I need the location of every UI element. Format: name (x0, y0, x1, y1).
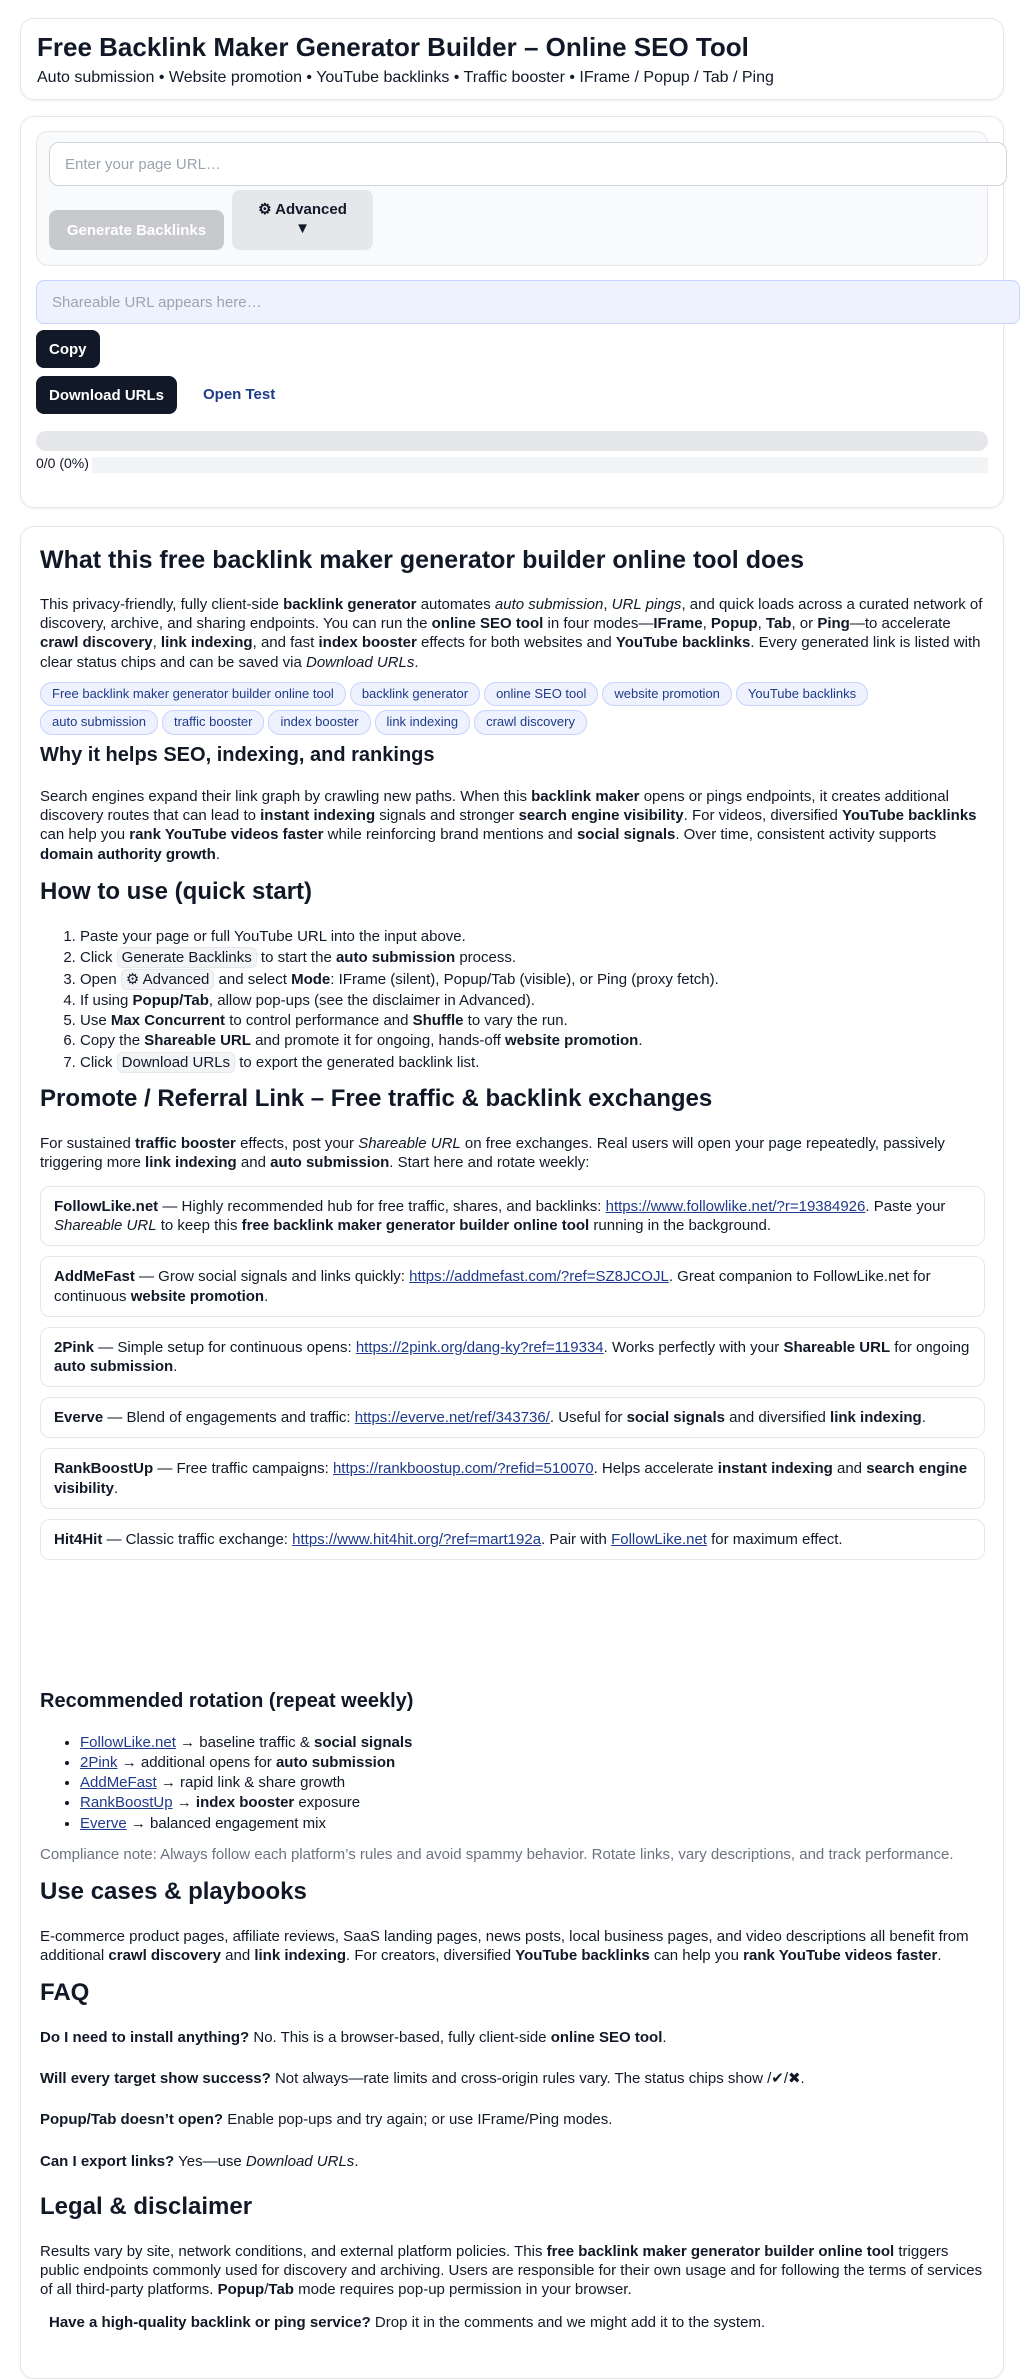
promote-heading: Promote / Referral Link – Free traffic & backlink exchanges (40, 1084, 713, 1112)
generate-backlinks-button[interactable]: Generate Backlinks (49, 210, 224, 250)
hit4hit-link[interactable]: https://www.hit4hit.org/?ref=mart192a (292, 1530, 542, 1548)
page-url-input[interactable] (49, 142, 1007, 186)
download-chip: Download URLs (117, 1052, 235, 1073)
promo-addmefast: AddMeFast — Grow social signals and links quickly: https://addmefast.com/?ref=SZ8JCOJL. Great companion to FollowLike.net for continuous website promotion. (40, 1256, 985, 1316)
list-item: 2. Click Generate Backlinks to start the auto submission process. (80, 947, 984, 968)
faq-item: Can I export links? Yes—use Download URLs. (40, 2152, 359, 2170)
faq-item: Do I need to install anything? No. This is a browser-based, fully client-side online SEO tool. (40, 2029, 667, 2046)
open-test-link[interactable]: Open Test (203, 386, 276, 404)
tag: index booster (268, 710, 370, 735)
keyword-tags (40, 682, 957, 735)
rotation-link[interactable]: AddMeFast (80, 1774, 157, 1792)
rotation-link[interactable]: FollowLike.net (80, 1733, 176, 1751)
list-item: 1. Paste your page or full YouTube URL into the input above. (80, 927, 984, 946)
page-title: Free Backlink Maker Generator Builder – Online SEO Tool (37, 32, 749, 62)
tag: link indexing (375, 710, 471, 735)
legal-heading: Legal & disclaimer (40, 2192, 253, 2220)
followlike-link[interactable]: https://www.followlike.net/?r=19384926 (605, 1198, 866, 1216)
tag: traffic booster (162, 710, 265, 735)
page-subtitle: Auto submission • Website promotion • YouTube backlinks • Traffic booster • IFrame / Popup / Tab / Ping (37, 68, 774, 86)
howto-steps (40, 927, 984, 1073)
ad-space (40, 1570, 984, 1681)
advanced-chip: ⚙ Advanced (121, 969, 215, 990)
followlike-link-2[interactable]: FollowLike.net (611, 1530, 707, 1548)
promo-2pink: 2Pink — Simple setup for continuous opens: https://2pink.org/dang-ky?ref=119334. Works perfectly with your Shareable URL for ongoing auto submission. (40, 1327, 985, 1387)
tool-card (20, 116, 1004, 508)
2pink-link[interactable]: https://2pink.org/dang-ky?ref=119334 (355, 1338, 604, 1356)
rotation-heading: Recommended rotation (repeat weekly) (40, 1689, 414, 1712)
howto-heading: How to use (quick start) (40, 877, 313, 905)
usecases-heading: Use cases & playbooks (40, 1878, 307, 1906)
about-paragraph: This privacy-friendly, fully client-side backlink generator automates auto submission, URL pings, and quick loads across a curated network of discovery, archive, and sharing endpoints. You can run the online SEO tool in four modes—IFrame, Popup, Tab, or Ping—to accelerate crawl discovery, link indexing, and fast index booster effects for both websites and YouTube backlinks. Every generated link is listed with clear status chips and can be saved via Download URLs. (40, 596, 983, 671)
progress-bar (36, 431, 988, 451)
list-item: • Everve → balanced engagement mix (80, 1814, 984, 1833)
download-row (36, 376, 988, 414)
advanced-button[interactable] (232, 190, 373, 250)
list-item: 6. Copy the Shareable URL and promote it for ongoing, hands-off website promotion. (80, 1031, 984, 1050)
list-item: • FollowLike.net → baseline traffic & social signals (80, 1733, 984, 1752)
tag: backlink generator (350, 682, 480, 707)
tag: auto submission (40, 710, 158, 735)
faq-heading: FAQ (40, 1979, 90, 2007)
rankboostup-link[interactable]: https://rankboostup.com/?refid=510070 (332, 1460, 594, 1478)
promo-everve: Everve — Blend of engagements and traffic: https://everve.net/ref/343736/. Useful for social signals and diversified link indexing. (40, 1397, 985, 1438)
why-heading: Why it helps SEO, indexing, and rankings (40, 744, 435, 766)
usecases-paragraph: E-commerce product pages, affiliate reviews, SaaS landing pages, news posts, local business pages, and video descriptions all benefit from additional crawl discovery and link indexing. For creators, diversified YouTube backlinks can help you rank YouTube videos faster. (40, 1927, 969, 1965)
list-item: 3. Open ⚙ Advanced and select Mode: IFrame (silent), Popup/Tab (visible), or Ping (proxy fetch). (80, 969, 984, 990)
rotation-link[interactable]: 2Pink (80, 1754, 118, 1772)
list-item: 5. Use Max Concurrent to control performance and Shuffle to vary the run. (80, 1011, 984, 1030)
faq-item: Popup/Tab doesn’t open? Enable pop-ups and try again; or use IFrame/Ping modes. (40, 2111, 613, 2129)
list-item: • 2Pink → additional opens for auto submission (80, 1753, 984, 1772)
everve-link[interactable]: https://everve.net/ref/343736/ (354, 1409, 550, 1427)
promo-hit4hit: Hit4Hit — Classic traffic exchange: https://www.hit4hit.org/?ref=mart192a. Pair with FollowLike.net for maximum effect. (40, 1519, 985, 1560)
about-heading: What this free backlink maker generator builder online tool does (40, 546, 805, 574)
tag: online SEO tool (484, 682, 598, 707)
faq-list (40, 2028, 984, 2171)
status-log (92, 457, 988, 473)
action-row (49, 190, 975, 250)
content-card (20, 526, 1004, 2379)
generator-panel (36, 131, 988, 266)
suggest-service: Have a high-quality backlink or ping service? Drop it in the comments and we might add it to the system. (49, 2314, 766, 2332)
shareable-url-field[interactable] (36, 280, 1020, 324)
addmefast-link[interactable]: https://addmefast.com/?ref=SZ8JCOJL (409, 1268, 669, 1286)
copy-button[interactable]: Copy (36, 330, 100, 368)
legal-paragraph: Results vary by site, network conditions, and external platform policies. This free backlink maker generator builder online tool triggers public endpoints commonly used for discovery and archiving. Users are responsible for their own usage and for following the terms of services of all third-party platforms. Popup/Tab mode requires pop-up permission in your browser. (40, 2242, 983, 2298)
list-item: 4. If using Popup/Tab, allow pop-ups (see the disclaimer in Advanced). (80, 991, 984, 1010)
promo-followlike: FollowLike.net — Highly recommended hub for free traffic, shares, and backlinks: https://www.followlike.net/?r=19384926. Paste your Shareable URL to keep this free backlink maker generator builder online tool running in the background. (40, 1186, 985, 1246)
download-urls-button[interactable]: Download URLs (36, 376, 177, 414)
rotation-link[interactable]: Everve (80, 1814, 127, 1832)
chevron-down-icon: ▼ (295, 220, 310, 237)
tag: website promotion (602, 682, 732, 707)
progress-text: 0/0 (0%) (36, 455, 89, 471)
header-card (20, 18, 1004, 100)
promote-intro: For sustained traffic booster effects, post your Shareable URL on free exchanges. Real users will open your page repeatedly, passively triggering more link indexing and auto submission. Start here and rotate weekly: (40, 1134, 945, 1171)
rotation-list (40, 1733, 984, 1833)
tag: YouTube backlinks (736, 682, 868, 707)
list-item: • AddMeFast → rapid link & share growth (80, 1773, 984, 1792)
rotation-link[interactable]: RankBoostUp (80, 1794, 173, 1812)
why-paragraph: Search engines expand their link graph by crawling new paths. When this backlink maker opens or pings endpoints, it creates additional discovery routes that can lead to instant indexing signals and stronger search engine visibility. For videos, diversified YouTube backlinks can help you rank YouTube videos faster while reinforcing brand mentions and social signals. Over time, consistent activity supports domain authority growth. (40, 788, 977, 863)
compliance-note: Compliance note: Always follow each platform’s rules and avoid spammy behavior. Rotate links, vary descriptions, and track performance. (40, 1845, 954, 1863)
list-item: 7. Click Download URLs to export the generated backlink list. (80, 1052, 984, 1073)
tag: crawl discovery (474, 710, 587, 735)
faq-item: Will every target show success? Not always—rate limits and cross-origin rules vary. The status chips show /✔/✖. (40, 2070, 805, 2088)
generate-chip: Generate Backlinks (117, 947, 257, 968)
list-item: • RankBoostUp → index booster exposure (80, 1793, 984, 1812)
tag: Free backlink maker generator builder online tool (40, 682, 346, 707)
advanced-label: ⚙ Advanced (258, 201, 347, 219)
promo-rankboostup: RankBoostUp — Free traffic campaigns: https://rankboostup.com/?refid=510070. Helps accelerate instant indexing and search engine visibility. (40, 1448, 985, 1508)
